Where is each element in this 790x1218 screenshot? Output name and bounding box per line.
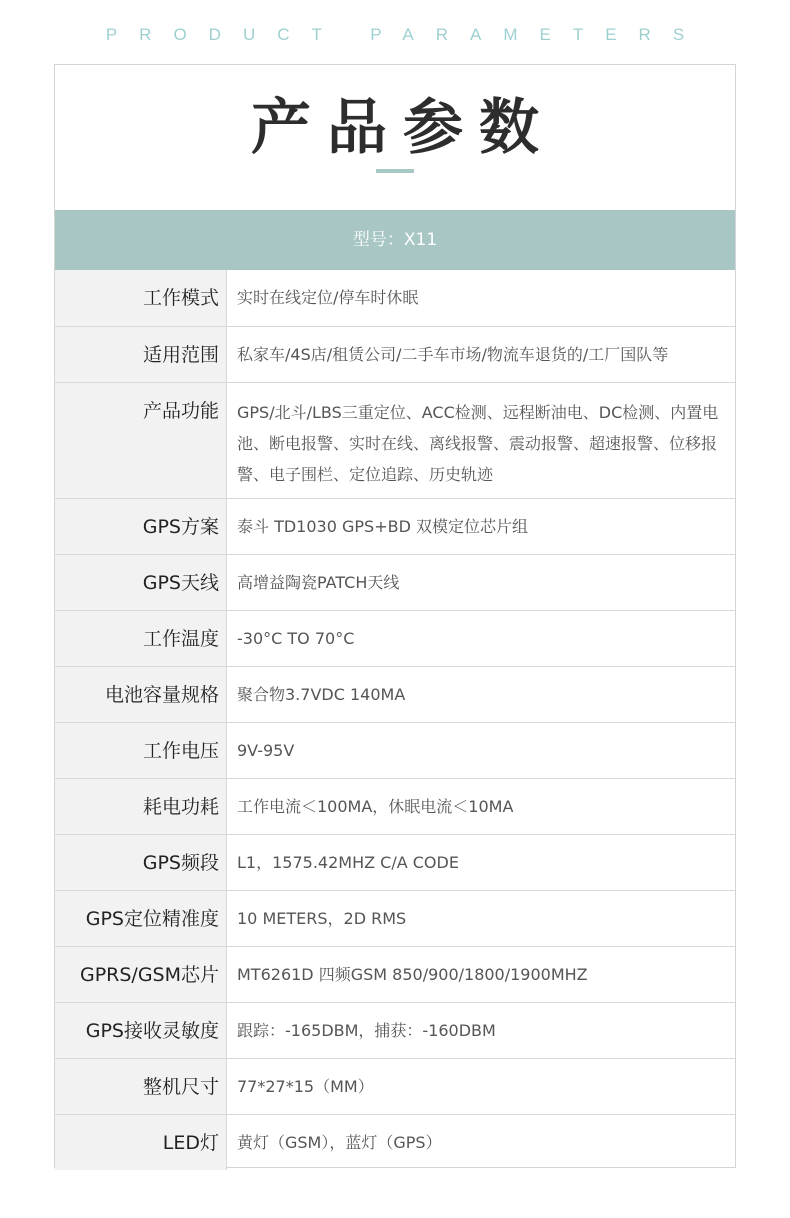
param-label: 整机尺寸 <box>55 1059 227 1114</box>
param-value: -30°C TO 70°C <box>237 629 355 648</box>
param-label: 耗电功耗 <box>55 779 227 834</box>
table-row <box>55 1058 735 1114</box>
param-label: GPS频段 <box>55 835 227 890</box>
table-row <box>55 554 735 610</box>
param-value: 工作电流＜100MA，休眠电流＜10MA <box>237 797 514 816</box>
title-underline <box>376 169 414 173</box>
table-row <box>55 270 735 326</box>
table-row <box>55 498 735 554</box>
param-label: LED灯 <box>55 1115 227 1170</box>
table-row <box>55 722 735 778</box>
param-label: 电池容量规格 <box>55 667 227 722</box>
param-value: 高增益陶瓷PATCH天线 <box>237 573 400 592</box>
parameters-card <box>54 64 736 1168</box>
param-label: 工作模式 <box>55 270 227 326</box>
table-row <box>55 1002 735 1058</box>
table-row <box>55 610 735 666</box>
param-label: 适用范围 <box>55 327 227 382</box>
page-title: 产品参数 <box>251 93 555 163</box>
param-value: 9V-95V <box>237 741 295 760</box>
param-value: 10 METERS，2D RMS <box>237 909 407 928</box>
param-label: GPRS/GSM芯片 <box>55 947 227 1002</box>
model-bar: 型号：X11 <box>55 210 735 270</box>
param-label: 工作温度 <box>55 611 227 666</box>
title-area <box>55 65 735 210</box>
param-value: 聚合物3.7VDC 140MA <box>237 685 406 704</box>
table-row <box>55 834 735 890</box>
param-label: 工作电压 <box>55 723 227 778</box>
param-label: 产品功能 <box>55 383 227 498</box>
table-row <box>55 666 735 722</box>
param-label: GPS天线 <box>55 555 227 610</box>
parameters-table <box>55 270 735 1170</box>
table-row <box>55 382 735 498</box>
param-value: 跟踪：-165DBM，捕获：-160DBM <box>237 1021 496 1040</box>
table-row <box>55 326 735 382</box>
param-value: 黄灯（GSM），蓝灯（GPS） <box>237 1133 442 1152</box>
param-value: 泰斗 TD1030 GPS+BD 双模定位芯片组 <box>237 517 528 536</box>
param-label: GPS定位精准度 <box>55 891 227 946</box>
table-row <box>55 946 735 1002</box>
param-value: 实时在线定位/停车时休眠 <box>237 288 419 307</box>
param-label: GPS方案 <box>55 499 227 554</box>
param-value: L1，1575.42MHZ C/A CODE <box>237 853 459 872</box>
section-eyebrow: PRODUCT PARAMETERS <box>105 25 707 44</box>
table-row <box>55 1114 735 1170</box>
param-value: 私家车/4S店/租赁公司/二手车市场/物流车退货的/工厂国队等 <box>237 345 669 364</box>
param-label: GPS接收灵敏度 <box>55 1003 227 1058</box>
param-value: GPS/北斗/LBS三重定位、ACC检测、远程断油电、DC检测、内置电池、断电报警、实时在线、离线报警、震动报警、超速报警、位移报警、电子围栏、定位追踪、历史轨迹 <box>237 403 719 484</box>
param-value: MT6261D 四频GSM 850/900/1800/1900MHZ <box>237 965 588 984</box>
table-row <box>55 778 735 834</box>
table-row <box>55 890 735 946</box>
param-value: 77*27*15（MM） <box>237 1077 374 1096</box>
